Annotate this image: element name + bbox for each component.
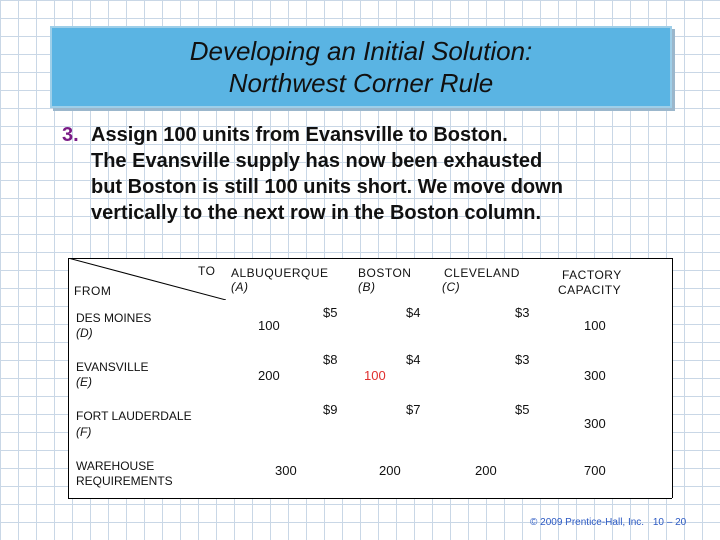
cost-e-a: $8	[323, 352, 338, 367]
requirement-total: 700	[584, 463, 606, 478]
requirements-label-line-1: WAREHOUSE	[76, 459, 155, 473]
col-header-albuquerque: ALBUQUERQUE	[231, 266, 329, 280]
footer	[530, 517, 686, 528]
cost-d-a: $5	[323, 305, 338, 320]
cost-f-a: $9	[323, 402, 338, 417]
step-line-2: The Evansville supply has now been exhausted	[91, 150, 543, 172]
requirement-a: 300	[275, 463, 297, 478]
transportation-table	[68, 258, 672, 498]
cost-e-b: $4	[406, 352, 421, 367]
table-border-bottom	[68, 498, 672, 499]
step-line-4: vertically to the next row in the Boston column.	[91, 202, 542, 224]
col-header-boston: BOSTON	[358, 266, 412, 280]
cost-d-b: $4	[406, 305, 421, 320]
alloc-e-b: 100	[364, 368, 386, 383]
page-number: 10 – 20	[652, 517, 687, 528]
cost-f-b: $7	[406, 402, 421, 417]
requirements-label-line-2: REQUIREMENTS	[76, 474, 173, 488]
title-banner	[50, 26, 672, 108]
col-code-boston: (B)	[358, 280, 376, 294]
col-header-cleveland: CLEVELAND	[444, 266, 520, 280]
cost-f-c: $5	[515, 402, 530, 417]
requirement-b: 200	[379, 463, 401, 478]
copyright: © 2009 Prentice-Hall, Inc.	[530, 517, 645, 528]
step-text	[91, 122, 706, 226]
step-number: 3.	[62, 124, 79, 146]
cost-d-c: $3	[515, 305, 530, 320]
title-line-1: Developing an Initial Solution:	[189, 36, 533, 66]
col-code-cleveland: (C)	[442, 280, 461, 294]
capacity-e: 300	[584, 368, 606, 383]
row-label-evansville: EVANSVILLE	[76, 360, 149, 374]
cost-e-c: $3	[515, 352, 530, 367]
capacity-d: 100	[584, 318, 606, 333]
alloc-d-a: 100	[258, 318, 280, 333]
step-line-3: but Boston is still 100 units short. We move down	[91, 176, 563, 198]
step-line-1: Assign 100 units from Evansville to Boston.	[91, 124, 508, 146]
to-label: TO	[198, 264, 216, 278]
capacity-f: 300	[584, 416, 606, 431]
row-label-des-moines: DES MOINES	[76, 311, 152, 325]
row-code-evansville: (E)	[76, 375, 92, 389]
row-label-fort-lauderdale: FORT LAUDERDALE	[76, 409, 192, 423]
requirement-c: 200	[475, 463, 497, 478]
table-border-right	[672, 258, 673, 498]
alloc-e-a: 200	[258, 368, 280, 383]
from-label: FROM	[74, 284, 112, 298]
row-code-fort-lauderdale: (F)	[76, 425, 92, 439]
col-code-albuquerque: (A)	[231, 280, 249, 294]
title-line-2: Northwest Corner Rule	[228, 68, 494, 98]
row-code-des-moines: (D)	[76, 326, 93, 340]
capacity-header-line-1: FACTORY	[562, 268, 622, 282]
capacity-header-line-2: CAPACITY	[558, 283, 622, 297]
